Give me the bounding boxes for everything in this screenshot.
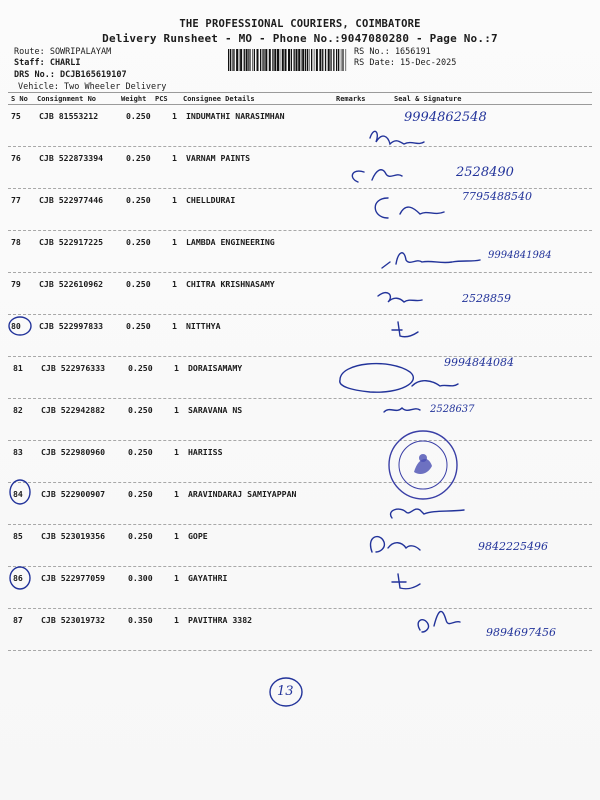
row-consignee-name: DORAISAMAMY [188, 363, 243, 373]
row-pieces: 1 [172, 321, 177, 331]
barcode-bar [338, 49, 339, 71]
row-serial-number: 77 [11, 195, 21, 205]
barcode-bar [246, 49, 248, 71]
row-pieces: 1 [172, 237, 177, 247]
barcode-bar [230, 49, 231, 71]
row-separator [8, 230, 592, 231]
row-consignment-number: CJB 522980960 [41, 447, 106, 457]
handwritten-phone-77: 7795488540 [462, 190, 532, 203]
barcode-bar [342, 49, 343, 71]
handwritten-phone-82: 2528637 [430, 404, 475, 415]
row-pieces: 1 [174, 405, 179, 415]
row-separator [8, 524, 592, 525]
signature-76 [352, 170, 402, 182]
row-consignee-name: GAYATHRI [188, 573, 228, 583]
barcode-bar [291, 49, 292, 71]
row-weight: 0.250 [126, 195, 151, 205]
handwritten-phone-85: 9842225496 [478, 540, 548, 553]
barcode-bar [298, 49, 300, 71]
row-serial-number: 75 [11, 111, 21, 121]
handwritten-phone-81: 9994844084 [444, 356, 514, 369]
row-pieces: 1 [174, 447, 179, 457]
barcode-bar [341, 49, 342, 71]
barcode [228, 49, 348, 71]
row-consignment-number: CJB 522977059 [41, 573, 106, 583]
row-consignee-name: GOPE [188, 531, 208, 541]
row-consignment-number: CJB 522997833 [39, 321, 104, 331]
row-pieces: 1 [172, 195, 177, 205]
row-consignee-name: HARIISS [188, 447, 223, 457]
barcode-bar [294, 49, 295, 71]
col-consignment: Consignment No [37, 95, 97, 103]
barcode-bar [239, 49, 240, 71]
row-separator [8, 650, 592, 651]
company-title: THE PROFESSIONAL COURIERS, COIMBATORE [179, 18, 421, 30]
row-separator [8, 566, 592, 567]
barcode-bar [328, 49, 330, 71]
barcode-bar [277, 49, 279, 71]
row-weight: 0.250 [126, 321, 151, 331]
row-serial-number: 86 [13, 573, 23, 583]
barcode-bar [250, 49, 251, 71]
row-weight: 0.250 [126, 153, 151, 163]
row-pieces: 1 [172, 153, 177, 163]
barcode-bar [346, 49, 347, 71]
row-consignee-name: CHITRA KRISHNASAMY [186, 279, 275, 289]
signature-82 [384, 408, 420, 412]
row-pieces: 1 [172, 111, 177, 121]
col-remarks: Remarks [336, 95, 366, 103]
drs-number: DRS No.: DCJB165619107 [14, 70, 127, 80]
barcode-bar [236, 49, 238, 71]
barcode-bar [252, 49, 253, 71]
row-weight: 0.250 [126, 237, 151, 247]
barcode-bar [232, 49, 233, 71]
handwritten-phone-78: 9994841984 [488, 250, 552, 261]
row-separator [8, 188, 592, 189]
row-consignee-name: SARAVANA NS [188, 405, 243, 415]
row-weight: 0.250 [128, 363, 153, 373]
barcode-bar [244, 49, 245, 71]
signature-84 [391, 509, 464, 518]
barcode-bar [260, 49, 261, 71]
row-serial-number: 84 [13, 489, 23, 499]
barcode-bar [302, 49, 304, 71]
row-separator [8, 146, 592, 147]
barcode-bar [333, 49, 334, 71]
handwritten-phone-87: 9894697456 [486, 626, 556, 639]
row-serial-number: 85 [13, 531, 23, 541]
signature-81 [340, 364, 458, 393]
row-separator [8, 440, 592, 441]
barcode-bar [269, 49, 271, 71]
row-serial-number: 79 [11, 279, 21, 289]
row-consignment-number: CJB 522873394 [39, 153, 104, 163]
barcode-bar [325, 49, 326, 71]
handwritten-phone-76: 2528490 [456, 165, 514, 180]
row-consignment-number: CJB 523019732 [41, 615, 106, 625]
barcode-bar [228, 49, 229, 71]
rs-date: RS Date: 15-Dec-2025 [354, 58, 457, 68]
row-serial-number: 80 [11, 321, 21, 331]
row-pieces: 1 [174, 573, 179, 583]
staff-label: Staff: CHARLI [14, 58, 81, 68]
barcode-bar [240, 49, 242, 71]
handwritten-phone-75: 9994862548 [404, 110, 487, 125]
row-serial-number: 82 [13, 405, 23, 415]
row-consignee-name: VARNAM PAINTS [186, 153, 251, 163]
col-seal-signature: Seal & Signature [394, 95, 462, 103]
row-consignment-number: CJB 522610962 [39, 279, 104, 289]
row-consignee-name: NITTHYA [186, 321, 221, 331]
row-pieces: 1 [172, 279, 177, 289]
barcode-bar [311, 49, 312, 71]
barcode-bar [336, 49, 337, 71]
row-separator [8, 482, 592, 483]
barcode-bar [301, 49, 302, 71]
barcode-bar [263, 49, 264, 71]
barcode-bar [254, 49, 255, 71]
barcode-bar [233, 49, 234, 71]
row-separator [8, 398, 592, 399]
company-seal-stamp [386, 428, 460, 502]
row-consignee-name: ARAVINDARAJ SAMIYAPPAN [188, 489, 297, 499]
row-separator [8, 608, 592, 609]
barcode-bar [322, 49, 323, 71]
row-weight: 0.250 [126, 111, 151, 121]
row-separator [8, 272, 592, 273]
row-consignee-name: PAVITHRA 3382 [188, 615, 253, 625]
barcode-bar [330, 49, 331, 71]
barcode-bar [343, 49, 344, 71]
row-consignment-number: CJB 522917225 [39, 237, 104, 247]
row-weight: 0.250 [128, 531, 153, 541]
row-serial-number: 76 [11, 153, 21, 163]
vehicle-label: Vehicle: Two Wheeler Delivery [18, 82, 167, 92]
row-serial-number: 78 [11, 237, 21, 247]
barcode-bar [307, 49, 308, 71]
rs-number: RS No.: 1656191 [354, 47, 431, 57]
barcode-bar [280, 49, 281, 71]
row-consignee-name: INDUMATHI NARASIMHAN [186, 111, 285, 121]
signature-77 [375, 198, 444, 218]
signature-85 [371, 537, 420, 552]
barcode-bar [314, 49, 315, 71]
row-consignment-number: CJB 522977446 [39, 195, 104, 205]
row-weight: 0.250 [126, 279, 151, 289]
signature-78 [382, 253, 480, 268]
barcode-bar [309, 49, 310, 71]
row-consignment-number: CJB 522976333 [41, 363, 106, 373]
col-sno: S No [11, 95, 28, 103]
row-consignment-number: CJB 522942882 [41, 405, 106, 415]
row-serial-number: 87 [13, 615, 23, 625]
signature-79 [378, 293, 422, 302]
runsheet-subtitle: Delivery Runsheet - MO - Phone No.:9047080280 - Page No.:7 [102, 32, 498, 45]
barcode-bar [285, 49, 287, 71]
barcode-bar [319, 49, 321, 71]
header-rule-bottom [8, 104, 592, 105]
barcode-bar [265, 49, 267, 71]
barcode-bar [272, 49, 273, 71]
signature-75 [370, 131, 424, 144]
barcode-bar [316, 49, 318, 71]
row-consignment-number: CJB 523019356 [41, 531, 106, 541]
col-pcs: PCS [155, 95, 168, 103]
row-separator [8, 314, 592, 315]
barcode-bar [257, 49, 259, 71]
row-serial-number: 81 [13, 363, 23, 373]
barcode-bar [305, 49, 306, 71]
barcode-bar [288, 49, 290, 71]
row-weight: 0.250 [128, 489, 153, 499]
row-consignee-name: CHELLDURAI [186, 195, 236, 205]
signature-86 [392, 574, 420, 589]
row-pieces: 1 [174, 615, 179, 625]
col-weight: Weight [121, 95, 147, 103]
barcode-bar [296, 49, 298, 71]
row-consignment-number: CJB 522900907 [41, 489, 106, 499]
row-serial-number: 83 [13, 447, 23, 457]
row-consignment-number: CJB 81553212 [39, 111, 99, 121]
barcode-bar [282, 49, 284, 71]
handwritten-page-total: 13 [277, 684, 294, 699]
row-consignee-name: LAMBDA ENGINEERING [186, 237, 275, 247]
route-label: Route: SOWRIPALAYAM [14, 47, 112, 57]
col-consignee: Consignee Details [183, 95, 255, 103]
barcode-bar [262, 49, 263, 71]
row-weight: 0.250 [128, 405, 153, 415]
header-rule-top [8, 92, 592, 93]
row-pieces: 1 [174, 531, 179, 541]
row-weight: 0.300 [128, 573, 153, 583]
signature-80 [392, 322, 418, 337]
row-pieces: 1 [174, 489, 179, 499]
row-weight: 0.350 [128, 615, 153, 625]
row-weight: 0.250 [128, 447, 153, 457]
signature-87 [418, 611, 460, 632]
barcode-bar [274, 49, 276, 71]
handwritten-phone-79: 2528859 [462, 292, 511, 305]
row-pieces: 1 [174, 363, 179, 373]
barcode-bar [248, 49, 249, 71]
